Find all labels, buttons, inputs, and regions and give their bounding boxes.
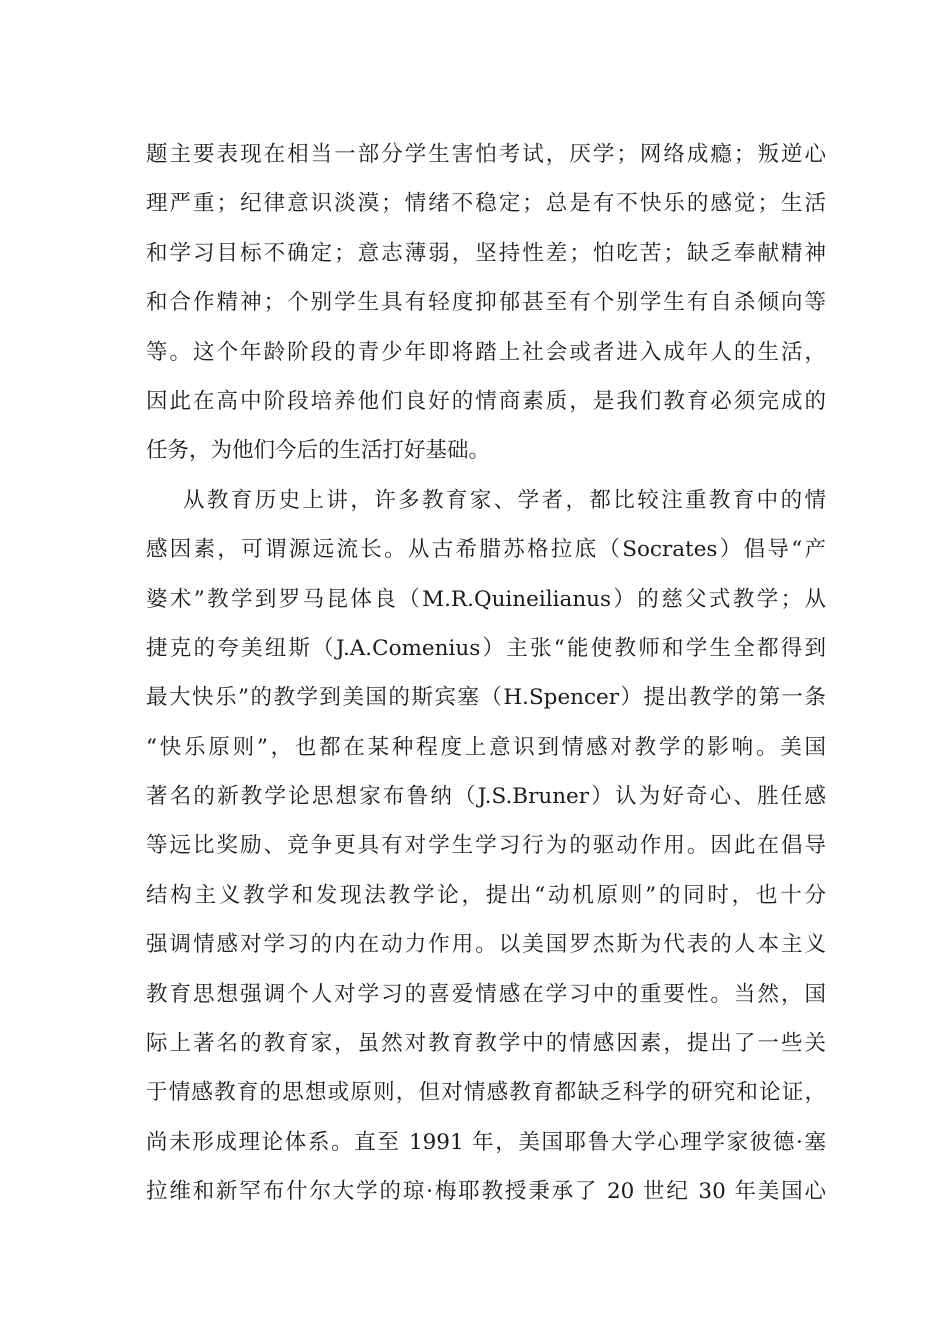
paragraph-line: 任务，为他们今后的生活打好基础。 [146, 438, 491, 464]
paragraph-2 [146, 476, 826, 1217]
paragraph-line: 从教育历史上讲，许多教育家、学者，都比较注重教育中的情 [183, 487, 826, 513]
paragraph-line: 理严重；纪律意识淡漠；情绪不稳定；总是有不快乐的感觉；生活 [146, 191, 826, 217]
paragraph-line: 际上著名的教育家，虽然对教育教学中的情感因素，提出了一些关 [146, 1031, 826, 1057]
paragraph-line: 最大快乐”的教学到美国的斯宾塞（H.Spencer）提出教学的第一条 [146, 685, 826, 711]
paragraph-1 [146, 130, 826, 476]
paragraph-line: 著名的新教学论思想家布鲁纳（J.S.Bruner）认为好奇心、胜任感 [146, 784, 826, 810]
paragraph-line: 结构主义教学和发现法教学论，提出“动机原则”的同时，也十分 [146, 882, 826, 908]
paragraph-line: 感因素，可谓源远流长。从古希腊苏格拉底（Socrates）倡导“产 [146, 537, 826, 563]
paragraph-line: 和合作精神；个别学生具有轻度抑郁甚至有个别学生有自杀倾向等 [146, 290, 826, 316]
body-text [146, 130, 826, 1217]
paragraph-line: 和学习目标不确定；意志薄弱，坚持性差；怕吃苦；缺乏奉献精神 [146, 240, 826, 266]
paragraph-line: 于情感教育的思想或原则，但对情感教育都缺乏科学的研究和论证， [146, 1080, 826, 1106]
paragraph-line: 尚未形成理论体系。直至 1991 年，美国耶鲁大学心理学家彼德·塞 [146, 1129, 826, 1155]
paragraph-line: 捷克的夸美纽斯（J.A.Comenius）主张“能使教师和学生全都得到 [146, 635, 826, 661]
paragraph-line: 婆术”教学到罗马昆体良（M.R.Quineilianus）的慈父式教学；从 [146, 586, 826, 612]
paragraph-line: “快乐原则”，也都在某种程度上意识到情感对教学的影响。美国 [146, 734, 826, 760]
paragraph-line: 教育思想强调个人对学习的喜爱情感在学习中的重要性。当然，国 [146, 981, 826, 1007]
paragraph-line: 拉维和新罕布什尔大学的琼·梅耶教授秉承了 20 世纪 30 年美国心 [146, 1179, 826, 1205]
paragraph-line: 因此在高中阶段培养他们良好的情商素质，是我们教育必须完成的 [146, 388, 826, 414]
paragraph-line: 等。这个年龄阶段的青少年即将踏上社会或者进入成年人的生活， [146, 339, 826, 365]
paragraph-line: 等远比奖励、竞争更具有对学生学习行为的驱动作用。因此在倡导 [146, 833, 826, 859]
paragraph-line: 题主要表现在相当一部分学生害怕考试，厌学；网络成瘾；叛逆心 [146, 142, 826, 167]
paragraph-line: 强调情感对学习的内在动力作用。以美国罗杰斯为代表的人本主义 [146, 932, 826, 958]
